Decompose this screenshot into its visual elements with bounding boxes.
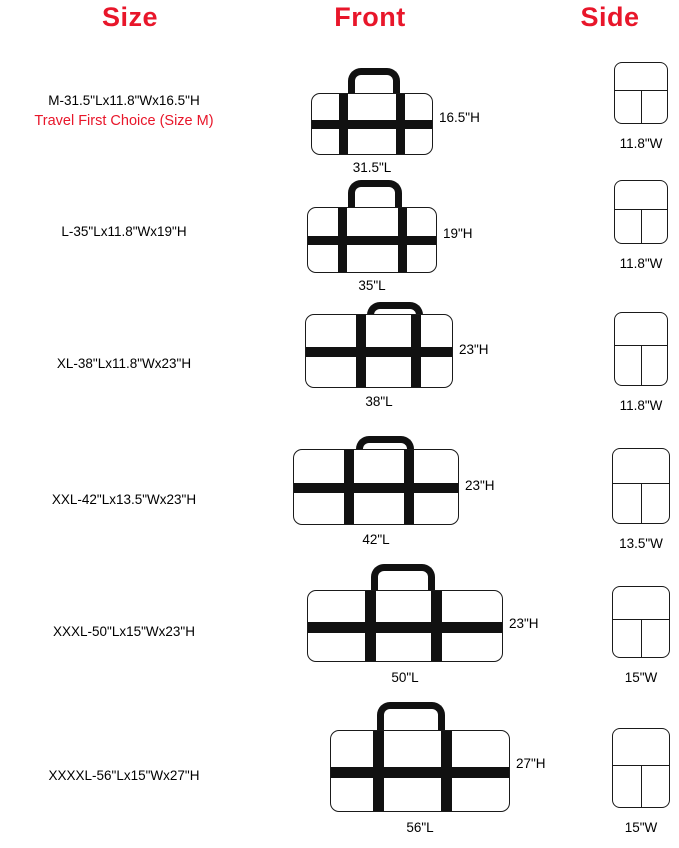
height-dimension: 19"H xyxy=(443,226,473,241)
bag-handle xyxy=(348,68,400,94)
side-box xyxy=(612,728,670,808)
front-view-xl xyxy=(305,302,489,432)
side-divider-vertical xyxy=(641,90,642,123)
length-dimension: 38"L xyxy=(365,394,393,409)
height-dimension: 27"H xyxy=(516,756,546,771)
side-divider-vertical xyxy=(641,619,642,657)
height-dimension: 23"H xyxy=(465,478,495,493)
width-dimension: 11.8"W xyxy=(619,136,663,151)
size-text: XXL-42"Lx13.5"Wx23"H xyxy=(51,492,197,507)
width-dimension: 11.8"W xyxy=(619,398,663,413)
size-text: L-35"Lx11.8"Wx19"H xyxy=(61,224,187,239)
bag-strap-horizontal xyxy=(308,622,502,633)
size-note: Travel First Choice (Size M) xyxy=(34,112,214,129)
bag-body xyxy=(305,314,453,388)
bag-body xyxy=(307,207,437,273)
width-dimension: 15"W xyxy=(624,820,658,835)
bag-strap-horizontal xyxy=(331,767,509,778)
height-dimension: 16.5"H xyxy=(439,110,480,125)
width-dimension: 13.5"W xyxy=(619,536,663,551)
bag-body xyxy=(330,730,510,812)
size-text: M-31.5"Lx11.8"Wx16.5"H xyxy=(48,93,200,108)
side-box xyxy=(614,312,668,386)
column-header-side: Side xyxy=(580,2,640,32)
front-view-xxl xyxy=(293,436,495,566)
table-row xyxy=(0,60,679,175)
side-view-xl xyxy=(614,312,674,432)
side-box xyxy=(614,62,668,124)
bag-strap-horizontal xyxy=(306,347,452,357)
row-size-label xyxy=(0,622,248,642)
side-view-m xyxy=(614,62,674,182)
table-row xyxy=(0,700,679,840)
front-view-xxxl xyxy=(307,564,539,694)
length-dimension: 56"L xyxy=(406,820,434,835)
table-row xyxy=(0,180,679,293)
bag-body xyxy=(311,93,433,155)
bag-body xyxy=(307,590,503,662)
row-size-label xyxy=(0,91,248,132)
side-divider-vertical xyxy=(641,345,642,385)
table-row xyxy=(0,300,679,420)
row-size-label xyxy=(0,766,248,786)
side-divider-vertical xyxy=(641,483,642,523)
column-header-front: Front xyxy=(334,2,406,32)
table-row xyxy=(0,434,679,558)
column-header-size: Size xyxy=(101,2,159,32)
length-dimension: 42"L xyxy=(362,532,390,547)
side-box xyxy=(612,586,670,658)
side-box xyxy=(612,448,670,524)
side-divider-vertical xyxy=(641,209,642,243)
length-dimension: 31.5"L xyxy=(352,160,392,175)
bag-strap-horizontal xyxy=(312,120,432,129)
height-dimension: 23"H xyxy=(509,616,539,631)
side-box xyxy=(614,180,668,244)
row-size-label xyxy=(0,490,248,510)
length-dimension: 35"L xyxy=(358,278,386,293)
side-divider-vertical xyxy=(641,765,642,807)
side-view-xxl xyxy=(612,448,676,568)
row-size-label xyxy=(0,222,248,242)
front-view-m xyxy=(311,68,480,188)
bag-strap-horizontal xyxy=(308,236,436,245)
table-row xyxy=(0,562,679,690)
size-text: XXXL-50"Lx15"Wx23"H xyxy=(53,624,195,639)
row-size-label xyxy=(0,354,248,374)
bag-body xyxy=(293,449,459,525)
height-dimension: 23"H xyxy=(459,342,489,357)
side-view-xxxl xyxy=(612,586,676,706)
front-view-xxxxl xyxy=(330,702,545,842)
length-dimension: 50"L xyxy=(391,670,419,685)
width-dimension: 11.8"W xyxy=(619,256,663,271)
chart-header xyxy=(0,0,679,44)
front-view-l xyxy=(307,180,473,300)
size-text: XXXXL-56"Lx15"Wx27"H xyxy=(48,768,200,783)
side-view-xxxxl xyxy=(612,728,676,848)
bag-handle xyxy=(348,180,402,208)
size-text: XL-38"Lx11.8"Wx23"H xyxy=(56,356,192,371)
side-view-l xyxy=(614,180,674,300)
width-dimension: 15"W xyxy=(624,670,658,685)
bag-strap-horizontal xyxy=(294,483,458,493)
